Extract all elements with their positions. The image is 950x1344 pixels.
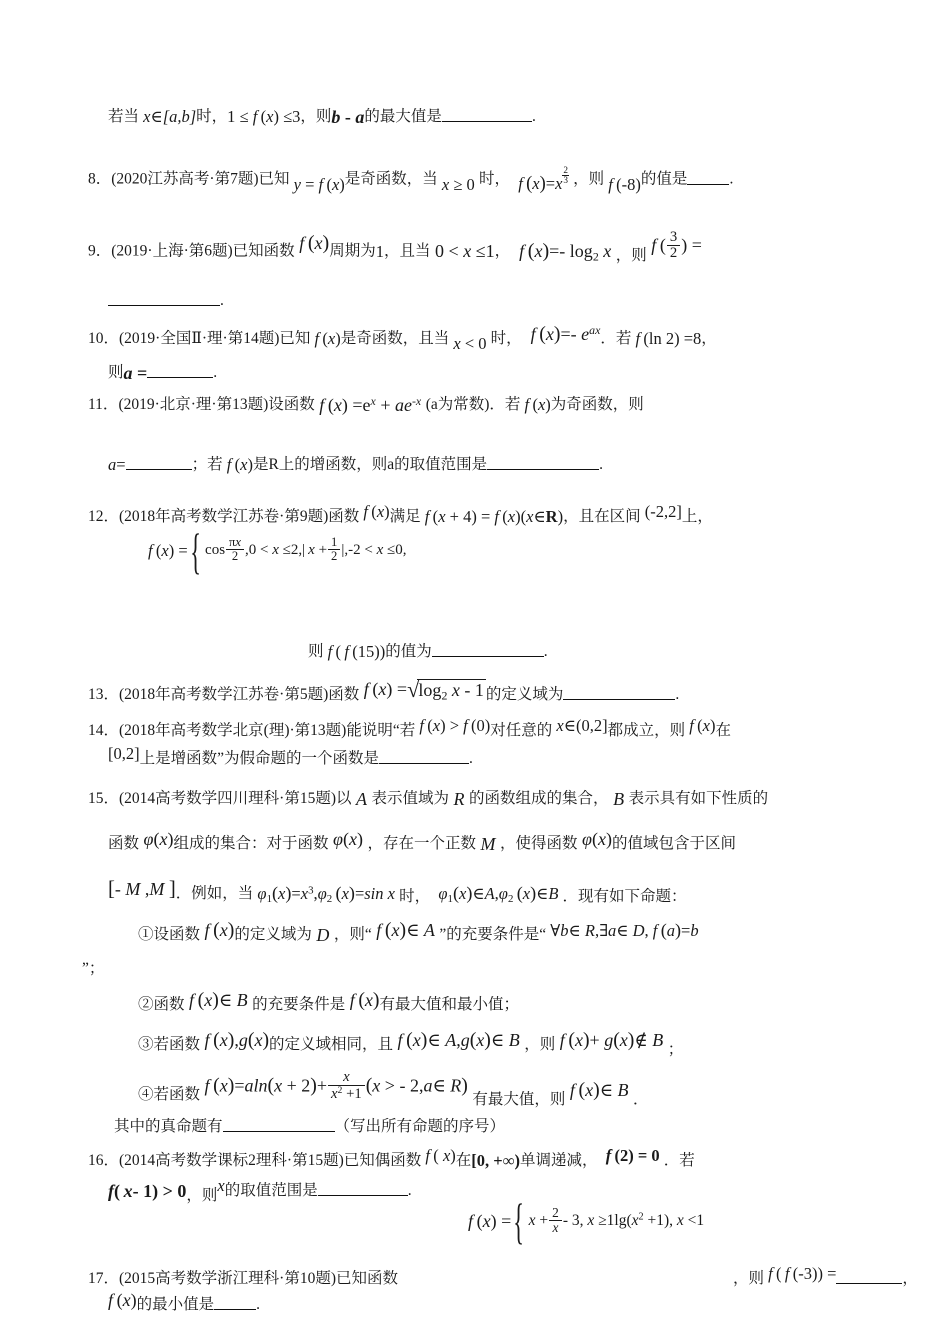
q17-answer-blank-2[interactable] — [214, 1294, 256, 1310]
q14-formula-fx: f (x) — [689, 716, 716, 736]
q12-formula-interval: (-2,2] — [640, 502, 682, 522]
q9-period: . — [220, 292, 224, 310]
q15-prop-3-marker: ③ — [138, 1036, 154, 1053]
q9-source: (2019·上海·第6题) — [111, 242, 233, 260]
q15-text-12: ．现有如下命题： — [562, 888, 687, 905]
q15-text-8: ，使得函数 — [499, 835, 578, 852]
q9-text-4: ， — [494, 242, 511, 260]
question-10 — [88, 322, 717, 354]
question-17-line2 — [108, 1289, 261, 1316]
q8-text-4: ，则 — [573, 170, 605, 188]
question-12 — [88, 504, 713, 527]
q16-number: 16． — [88, 1152, 120, 1169]
q15-proposition-4 — [138, 1069, 649, 1112]
q11-answer-blank-2[interactable] — [487, 454, 599, 470]
q11-formula-fx2: f (x) — [226, 455, 253, 475]
q16-formula-ineq: f( x- 1) > 0 — [108, 1180, 187, 1201]
q8-answer-blank[interactable] — [687, 168, 729, 184]
q15-prop-1-text-2: 的定义域为 — [234, 926, 312, 943]
question-10-line2 — [108, 360, 217, 384]
q15-proposition-3 — [138, 1028, 684, 1058]
q15-prop-2-formula-fx: f (x) — [349, 988, 380, 1011]
q11-formula-def: f $(x) =e^x + ae^{-x}$ — [319, 394, 422, 416]
q15-prop-1-text-5: ”； — [82, 960, 105, 977]
q13-period: . — [675, 686, 680, 703]
q7-text-2: 时， — [196, 108, 228, 125]
q14-source: (2018年高考数学北京(理)·第13题) — [119, 722, 347, 739]
q17-answer-blank-1[interactable] — [836, 1268, 902, 1284]
q16-source: (2014高考数学课标2理科·第15题) — [119, 1152, 344, 1169]
q15-text-5: 函数 — [108, 835, 140, 852]
q15-symbol-M: M — [480, 833, 496, 854]
q14-text-4: 在 — [715, 722, 731, 739]
q8-period: . — [729, 170, 734, 188]
q12-formula-ff15: f ( f (15)) — [327, 642, 386, 662]
q15-text-9: 的值域包含于区间 — [611, 835, 736, 852]
q17-formula-fx: f (x) — [108, 1289, 137, 1310]
q17-text-3: ， — [902, 1270, 918, 1287]
q13-source: (2018年高考数学江苏卷·第5题) — [119, 686, 329, 703]
q15-prop-1-text-4: ”的充要条件是“ — [439, 926, 547, 943]
q11-text-4: ；若 — [191, 456, 223, 473]
q16-text-6: 的取值范围是 — [224, 1182, 318, 1199]
q15-prop-3-formula-fg: f (x),g(x) — [204, 1028, 270, 1051]
q12-number: 12． — [88, 508, 120, 525]
q15-text-7: ，存在一个正数 — [367, 835, 476, 852]
question-13 — [88, 677, 680, 708]
q16-text-2: 在 — [455, 1152, 472, 1169]
q7-formula-bounds: 1 ≤ f (x) ≤3 — [227, 107, 301, 127]
q15-prop-3-text-3: ，则 — [524, 1036, 556, 1053]
q10-number: 10． — [88, 330, 120, 347]
question-11 — [88, 392, 644, 416]
q15-prop-3-formula-sum: f (x)+ g(x)∉ B — [559, 1028, 664, 1051]
question-14 — [88, 718, 731, 741]
question-16 — [88, 1148, 695, 1171]
q10-text-1: 已知 — [279, 330, 311, 347]
question-7-tail — [108, 104, 536, 128]
q7-answer-blank[interactable] — [442, 106, 532, 122]
q8-formula-fx: f (x)=x $\frac{2}{3}$ — [518, 165, 569, 193]
q16-period: . — [407, 1182, 412, 1199]
question-11-line2 — [108, 452, 603, 475]
question-12-piecewise — [148, 522, 407, 579]
q15-source: (2014高考数学四川理科·第15题) — [119, 790, 337, 807]
q15-answer-blank[interactable] — [223, 1116, 335, 1132]
q15-symbol-B: B — [613, 788, 625, 809]
q17-text-4: 的最小值是 — [136, 1296, 215, 1313]
q15-footer-text-1: 其中的真命题有 — [114, 1118, 223, 1135]
q15-prop-3-text-2: 的定义域相同，且 — [269, 1036, 394, 1053]
question-17-piecewise — [468, 1193, 705, 1249]
q10-source: (2019·全国Ⅱ·理·第14题) — [119, 330, 280, 347]
q15-prop-2-marker: ② — [138, 996, 154, 1013]
q9-text-2: 周期为 — [329, 242, 376, 260]
q15-prop-4-text-1: 若函数 — [153, 1085, 201, 1103]
q13-text-1: 函数 — [328, 686, 360, 703]
q15-formula-examples: $\varphi_1(x)=x^3,\varphi_2$ (x)=sin x — [257, 883, 395, 906]
q15-prop-1-marker: ① — [138, 926, 154, 943]
q15-prop-2-text-3: 有最大值和最小值； — [379, 996, 520, 1013]
q14-text-1: 能说明“若 — [346, 722, 416, 739]
q15-formula-phi-1: φ(x) — [143, 828, 174, 849]
q10-text-5: ， — [701, 330, 717, 347]
q12-case-1: cos $\frac{\pi x}{2}$ ,0 < x ≤2, — [205, 535, 303, 564]
q15-prop-2-text-1: 函数 — [153, 996, 185, 1013]
question-15-line3 — [108, 876, 687, 906]
q14-number: 14． — [88, 722, 120, 739]
q15-prop-1-symbol-D: D — [316, 924, 330, 945]
q8-formula-xge0: x ≥ 0 — [441, 174, 479, 194]
q15-text-4: 表示具有如下性质的 — [628, 790, 769, 807]
q13-number: 13． — [88, 686, 120, 703]
q10-text-2: 是奇函数，且当 — [340, 330, 450, 347]
q15-proposition-1-line2 — [82, 956, 104, 978]
q12-source: (2018年高考数学江苏卷·第9题) — [119, 508, 329, 525]
q9-formula-f32: f ( $\frac{3}{2}$ ) = — [651, 229, 702, 262]
question-8 — [88, 166, 733, 194]
q7-text-3: ，则 — [300, 108, 332, 125]
q15-formula-phi-3: φ(x) — [582, 828, 612, 849]
q14-formula-ineq: f (x) > f (0) — [419, 716, 491, 736]
q16-formula-fx: f ( x) — [425, 1146, 456, 1166]
q14-formula-interval: x∈(0,2] — [556, 716, 608, 736]
q8-source: (2020江苏高考·第7题) — [111, 170, 259, 188]
q12-piecewise-lhs: f (x) = — [148, 540, 188, 560]
q12-text-5: 则 — [308, 643, 324, 660]
q15-prop-1-text-3: ，则“ — [333, 926, 372, 943]
q15-prop-2-text-2: 的充要条件是 — [252, 996, 346, 1013]
q17-piecewise-lhs: f (x) = — [468, 1210, 512, 1231]
q12-cases — [188, 522, 407, 579]
q15-prop-4-text-3: ． — [633, 1090, 649, 1108]
q12-answer-blank[interactable] — [432, 641, 544, 657]
q15-formula-membership: $\varphi_1(x)\in A,\varphi_2$ (x)∈B — [438, 883, 559, 906]
q9-answer-blank[interactable] — [108, 290, 220, 306]
q15-prop-4-text-2: 有最大值，则 — [472, 1090, 566, 1108]
q10-text-3: 时， — [490, 330, 522, 347]
q11-text-2: (a为常数)．若 — [425, 396, 521, 413]
q8-text-5: 的值是 — [640, 170, 688, 188]
q11-text-5: 是R上的增函数，则a的取值范围是 — [252, 456, 488, 473]
q7-formula-bminusa: b - a — [331, 106, 365, 127]
q12-period: . — [543, 643, 548, 660]
q10-answer-blank[interactable] — [147, 362, 213, 378]
left-brace-icon: { — [513, 1193, 525, 1249]
q7-formula-domain: x∈[a,b] — [139, 107, 197, 127]
q11-answer-blank-1[interactable] — [126, 454, 192, 470]
q14-text-3: 都成立，则 — [607, 722, 686, 739]
q14-formula-closed: [0,2] — [108, 744, 140, 764]
q16-answer-blank[interactable] — [318, 1180, 408, 1196]
q17-formula-ffneg3: f ( f (-3)) = — [768, 1264, 837, 1284]
q12-text-3: ，且在区间 — [563, 508, 641, 525]
q15-text-1: 以 — [336, 790, 352, 807]
question-15-line2 — [108, 828, 736, 855]
q8-number: 8． — [88, 170, 112, 188]
q9-formula-fx: f (x) — [299, 232, 330, 255]
q12-text-6: 的值为 — [385, 643, 432, 660]
q14-text-5: 上是增函数”为假命题的一个函数是 — [139, 750, 380, 767]
q16-formula-f2: f (2) = 0 — [605, 1146, 664, 1166]
q12-formula-periodic: f (x + 4) = f (x)(x∈R) — [424, 507, 564, 527]
q10-formula-fln2: f (ln 2) =8 — [635, 329, 702, 349]
q15-formula-interval-MM: [- M ,M ] — [108, 877, 176, 900]
q15-prop-1-formula-fx: f (x) — [204, 918, 235, 941]
q17-source: (2015高考数学浙江理科·第10题) — [119, 1270, 337, 1287]
q13-formula-sqrt: f (x) =√log2 x - 1 — [363, 677, 484, 703]
q16-text-3: 单调递减， — [519, 1152, 598, 1169]
q9-number: 9． — [88, 242, 112, 260]
q14-text-2: 对任意的 — [490, 722, 553, 739]
q15-proposition-1 — [138, 918, 699, 947]
q15-prop-4-marker: ④ — [138, 1085, 154, 1103]
q15-text-6: 组成的集合：对于函数 — [173, 835, 329, 852]
q8-formula-fneg8: f (-8) — [608, 174, 641, 194]
q16-symbol-x: x — [217, 1176, 225, 1196]
q17-number: 17． — [88, 1270, 120, 1287]
q10-formula-xlt0: x < 0 — [453, 334, 491, 354]
q10-period: . — [213, 364, 218, 381]
question-12-tail — [308, 639, 548, 662]
q15-prop-3-formula-members: f (x)∈ A,g(x)∈ B — [397, 1028, 520, 1051]
q15-prop-1-formula-inA: f (x)∈ A — [376, 918, 435, 941]
question-9-line2 — [108, 290, 224, 310]
q11-formula-a: a= — [108, 455, 126, 475]
q17-case-1: x + $\frac{2}{x}$ - 3, x ≥1 — [528, 1205, 615, 1236]
q9-formula-period: 1 — [375, 241, 385, 261]
q7-text-4: 的最大值是 — [364, 108, 442, 125]
q14-period: . — [469, 750, 473, 767]
q9-text-3: ，且当 — [384, 242, 431, 260]
q8-formula-y: y = f (x) — [293, 174, 345, 194]
q15-footer — [114, 1114, 505, 1136]
q10-text-4: ．若 — [600, 330, 632, 347]
q15-text-11: 时， — [399, 888, 431, 905]
q12-text-4: 上， — [681, 508, 713, 525]
q14-answer-blank[interactable] — [379, 748, 469, 764]
q7-text-1: 若当 — [108, 108, 140, 125]
q11-number: 11． — [88, 396, 119, 413]
q16-formula-domain: [0, +∞) — [471, 1151, 520, 1171]
q11-period: . — [599, 456, 604, 473]
q15-number: 15． — [88, 790, 120, 807]
q7-period: . — [531, 108, 536, 125]
q8-text-3: 时， — [478, 170, 510, 188]
q15-text-10: ．例如，当 — [175, 885, 254, 902]
q15-text-3: 的函数组成的集合， — [469, 790, 609, 807]
q15-prop-3-text-1: 若函数 — [153, 1036, 201, 1053]
q16-text-4: ．若 — [663, 1152, 695, 1169]
q9-formula-range: 0 < x ≤1 — [430, 241, 495, 262]
q17-text-1: 已知函数 — [336, 1270, 399, 1287]
q12-case-2: | x + $\frac{1}{2}$ |,-2 < x ≤0, — [302, 535, 407, 564]
q12-text-1: 函数 — [328, 508, 360, 525]
q16-text-1: 已知偶函数 — [343, 1152, 422, 1169]
q11-text-1: 设函数 — [268, 396, 315, 413]
q9-formula-log: f (x)=- log2 x — [519, 239, 612, 263]
q17-period: . — [256, 1296, 261, 1313]
q12-formula-fx: f (x) — [363, 502, 390, 522]
q17-text-2: ，则 — [733, 1270, 765, 1287]
q13-text-2: 的定义域为 — [485, 686, 564, 703]
q15-prop-1-text-1: 设函数 — [153, 926, 201, 943]
q8-text-1: 已知 — [258, 170, 290, 188]
q11-text-3: 为奇函数，则 — [550, 396, 644, 413]
question-9 — [88, 229, 702, 268]
q15-prop-4-formula-inB: f (x)∈ B — [569, 1078, 629, 1101]
q13-answer-blank[interactable] — [563, 684, 675, 700]
q17-case-2: $\lg(x^2 +1)$, x <1 — [614, 1211, 705, 1229]
q17-cases — [511, 1193, 705, 1249]
q15-proposition-2 — [138, 988, 520, 1017]
q15-formula-phi-2: φ(x) — [333, 828, 368, 849]
q16-text-5: ，则 — [186, 1187, 218, 1204]
question-17-tail — [733, 1266, 918, 1289]
question-15 — [88, 786, 768, 810]
question-17 — [88, 1266, 398, 1288]
q10-formula-exp: f (x)=- $e^{ax}$ — [530, 322, 601, 345]
q15-prop-4-formula-def: f (x)=aln(x + 2)+ $\frac{x}{x^2 +1}$ (x > - 2,a∈ R) — [204, 1069, 468, 1103]
q8-text-2: 是奇函数，当 — [344, 170, 438, 188]
q15-footer-text-2: （写出所有命题的序号） — [334, 1118, 506, 1135]
q12-text-2: 满足 — [389, 508, 421, 525]
q10-text-6: 则 — [108, 364, 124, 381]
q15-symbol-A: A — [356, 788, 368, 809]
q9-text-5: ，则 — [615, 247, 647, 265]
q10-formula-fx: f (x) — [314, 329, 341, 349]
q11-formula-fx: f (x) — [524, 395, 551, 415]
q10-formula-a: a = — [123, 362, 148, 383]
q15-text-2: 表示值域为 — [371, 790, 450, 807]
q15-symbol-R: R — [453, 788, 465, 809]
question-16-line2 — [108, 1178, 412, 1202]
q11-source: (2019·北京·理·第13题) — [118, 396, 269, 413]
q15-prop-1-formula-quant: ∀b∈ R,∃a∈ D, f (a)=b — [550, 919, 699, 940]
left-brace-icon: { — [189, 522, 201, 579]
q9-text-1: 已知函数 — [232, 242, 295, 260]
question-14-line2 — [108, 746, 473, 769]
q15-prop-3-text-4: ； — [667, 1041, 684, 1058]
q15-prop-2-formula-inB: f (x)∈ B — [189, 988, 248, 1011]
